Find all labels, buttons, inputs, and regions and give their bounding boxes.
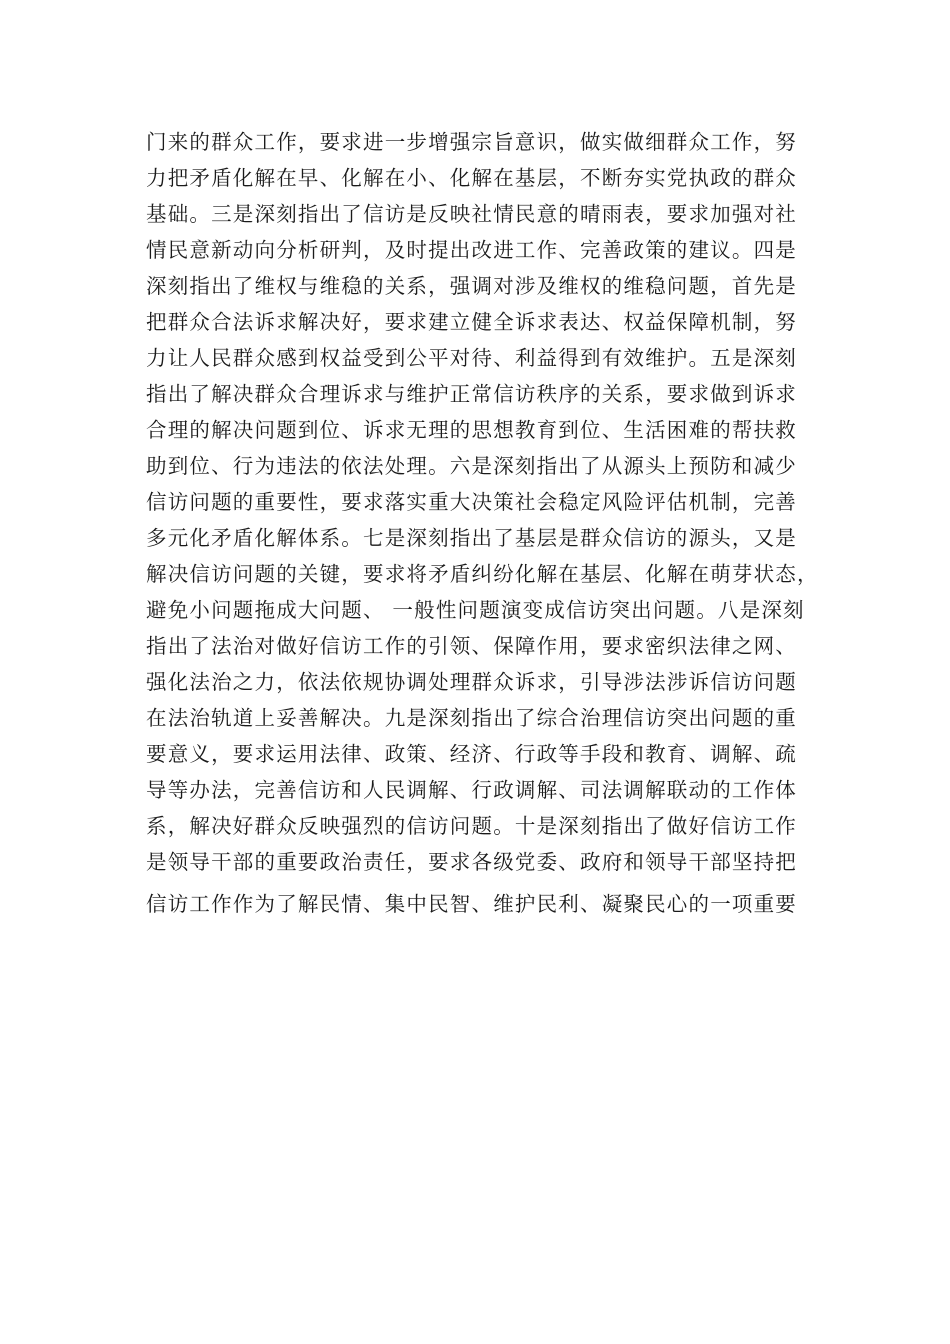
text-line: 导等办法，完善信访和人民调解、行政调解、司法调解联动的工作体 — [146, 778, 797, 802]
text-line: 基础。三是深刻指出了信访是反映社情民意的晴雨表，要求加强对社 — [146, 202, 797, 226]
text-line: 要意义，要求运用法律、政策、经济、行政等手段和教育、调解、疏 — [146, 742, 797, 766]
text-line: 合理的解决问题到位、诉求无理的思想教育到位、生活困难的帮扶救 — [146, 418, 797, 442]
text-line: 力把矛盾化解在早、化解在小、化解在基层，不断夯实党执政的群众 — [146, 166, 797, 190]
text-line: 在法治轨道上妥善解决。九是深刻指出了综合治理信访突出问题的重 — [146, 706, 797, 730]
text-line: 解决信访问题的关键，要求将矛盾纠纷化解在基层、化解在萌芽状态， — [146, 562, 819, 586]
text-line: 门来的群众工作，要求进一步增强宗旨意识，做实做细群众工作，努 — [146, 130, 797, 154]
text-line: 多元化矛盾化解体系。七是深刻指出了基层是群众信访的源头，又是 — [146, 526, 797, 550]
text-line: 系，解决好群众反映强烈的信访问题。十是深刻指出了做好信访工作 — [146, 814, 797, 838]
text-line: 信访问题的重要性，要求落实重大决策社会稳定风险评估机制，完善 — [146, 490, 797, 514]
text-line: 深刻指出了维权与维稳的关系，强调对涉及维权的维稳问题，首先是 — [146, 274, 797, 298]
text-line: 信访工作作为了解民情、集中民智、维护民利、凝聚民心的一项重要 — [146, 892, 797, 916]
text-line: 指出了解决群众合理诉求与维护正常信访秩序的关系，要求做到诉求 — [146, 382, 797, 406]
body-text — [146, 124, 826, 922]
text-line: 助到位、行为违法的依法处理。六是深刻指出了从源头上预防和减少 — [146, 454, 797, 478]
text-line: 把群众合法诉求解决好，要求建立健全诉求表达、权益保障机制，努 — [146, 310, 797, 334]
text-line: 情民意新动向分析研判，及时提出改进工作、完善政策的建议。四是 — [146, 238, 797, 262]
text-line: 强化法治之力，依法依规协调处理群众诉求，引导涉法涉诉信访问题 — [146, 670, 797, 694]
text-line: 避免小问题拖成大问题、 一般性问题演变成信访突出问题。八是深刻 — [146, 598, 805, 622]
text-line: 力让人民群众感到权益受到公平对待、利益得到有效维护。五是深刻 — [146, 346, 797, 370]
text-line: 指出了法治对做好信访工作的引领、保障作用，要求密织法律之网、 — [146, 634, 797, 658]
text-line: 是领导干部的重要政治责任，要求各级党委、政府和领导干部坚持把 — [146, 850, 797, 874]
